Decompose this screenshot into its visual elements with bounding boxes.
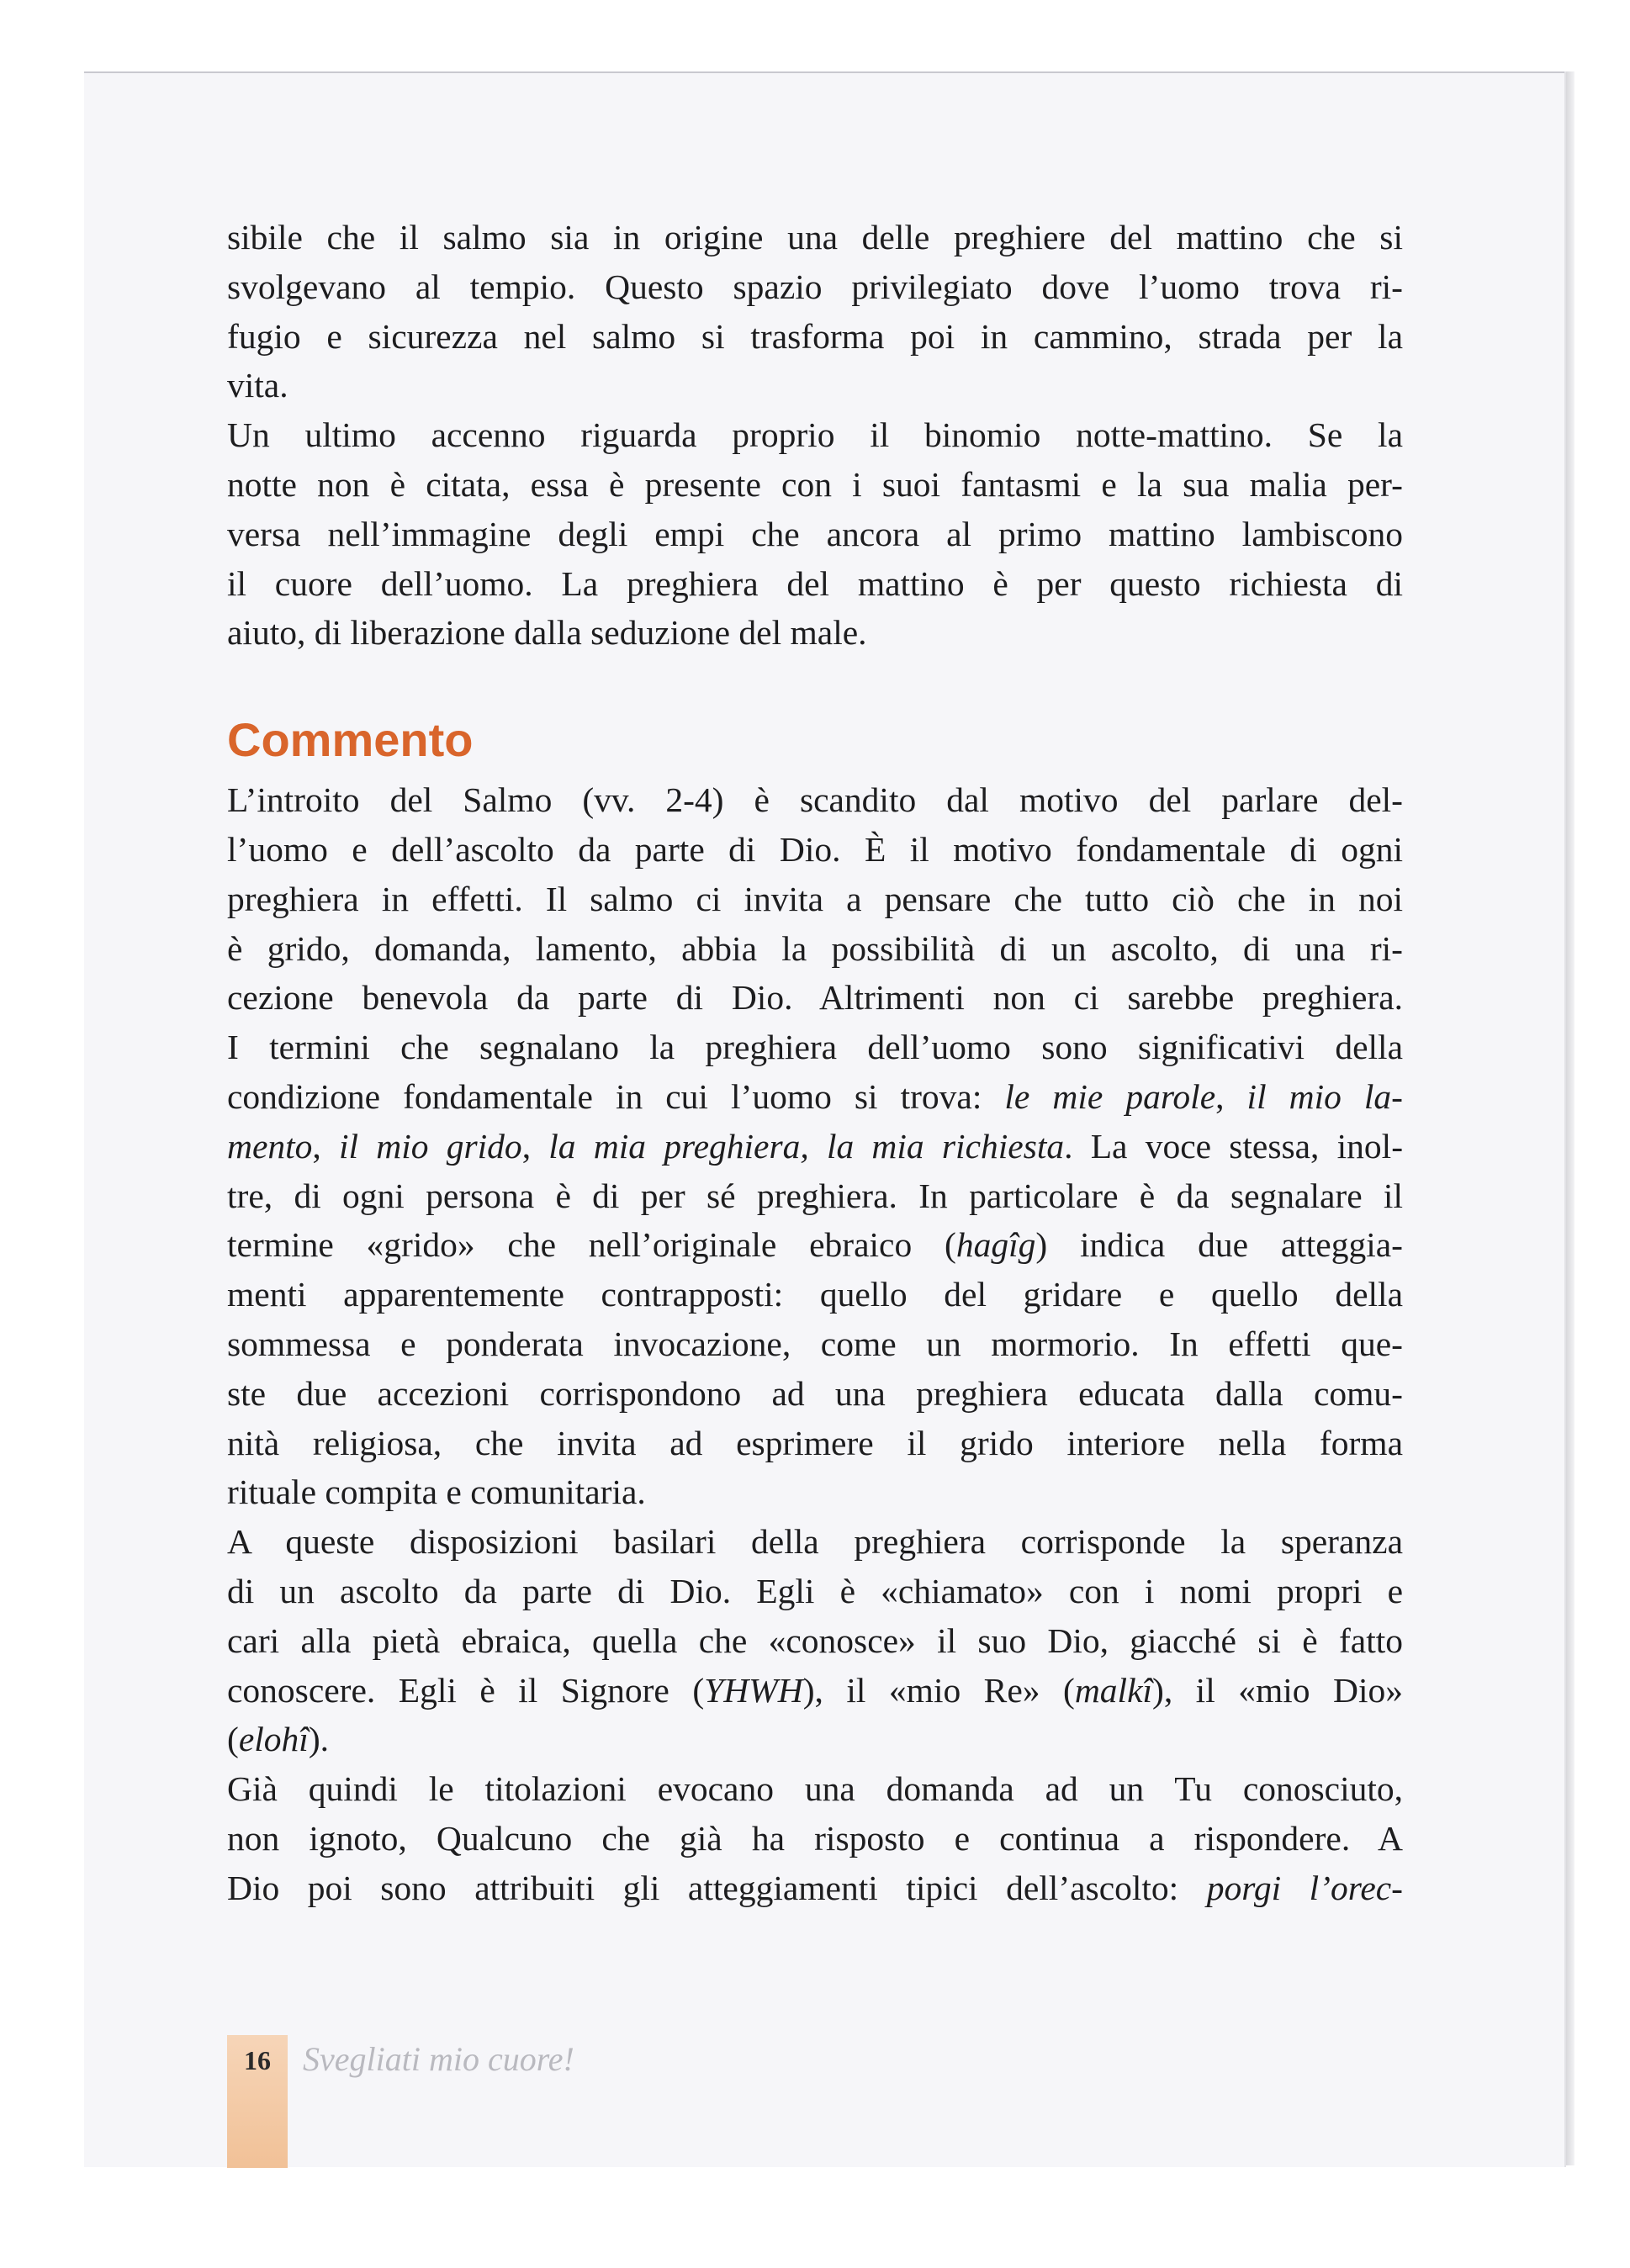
text-span: , <box>521 1126 549 1166</box>
italic-span: la mia preghiera, la mia richiesta <box>548 1126 1065 1166</box>
text-line: Un ultimo accenno riguarda proprio il binomio notte-mattino. Se la <box>227 415 1403 455</box>
text-line: preghiera in effetti. Il salmo ci invita a pensare che tutto ciò che in noi <box>227 879 1403 918</box>
text-line: non ignoto, Qualcuno che già ha risposto e continua a rispondere. A <box>227 1818 1403 1858</box>
page-number: 16 <box>244 2045 271 2075</box>
italic-span: porgi l’orec- <box>1206 1868 1403 1907</box>
text-line: nità religiosa, che invita ad esprimere il grido interiore nella forma <box>227 1423 1403 1462</box>
text-line <box>227 1864 1403 1913</box>
italic-span: malkî <box>1074 1670 1153 1710</box>
text-span: termine «grido» che nell’originale ebraico ( <box>227 1225 956 1265</box>
text-line <box>227 1122 1403 1171</box>
text-line: A queste disposizioni basilari della preghiera corrisponde la speranza <box>227 1522 1403 1562</box>
running-title: Svegliati mio cuore! <box>303 2040 574 2078</box>
text-line: ste due accezioni corrispondono ad una preghiera educata dalla comu- <box>227 1373 1403 1413</box>
text-line: svolgevano al tempio. Questo spazio privilegiato dove l’uomo trova ri- <box>227 267 1403 306</box>
text-line: tre, di ogni persona è di per sé preghiera. In particolare è da segnalare il <box>227 1176 1403 1215</box>
text-line <box>227 1220 1403 1270</box>
text-line: versa nell’immagine degli empi che ancora al primo mattino lambiscono <box>227 514 1403 553</box>
text-line: menti apparentemente contrapposti: quello del gridare e quello della <box>227 1275 1403 1314</box>
text-line <box>227 1666 1403 1716</box>
text-line: vita. <box>227 366 288 405</box>
page-edge <box>1566 71 1574 2165</box>
italic-span: il mio grido <box>339 1126 522 1166</box>
text-line <box>227 1715 1403 1764</box>
text-span: Dio poi sono attribuiti gli atteggiamenti tipici dell’ascolto: <box>227 1868 1207 1907</box>
text-line: L’introito del Salmo (vv. 2-4) è scandito dal motivo del parlare del- <box>227 780 1403 820</box>
text-line: il cuore dell’uomo. La preghiera del mattino è per questo richiesta di <box>227 563 1403 603</box>
text-span: conoscere. Egli è il Signore ( <box>227 1670 705 1710</box>
italic-span: le mie parole <box>1004 1076 1216 1116</box>
text-span: , <box>312 1126 340 1166</box>
text-line: sommessa e ponderata invocazione, come un mormorio. In effetti que- <box>227 1324 1403 1363</box>
text-line: cari alla pietà ebraica, quella che «conosce» il suo Dio, giacché si è fatto <box>227 1620 1403 1660</box>
italic-span: YHWH <box>704 1670 803 1710</box>
italic-span: mento <box>227 1126 313 1166</box>
text-line: rituale compita e comunitaria. <box>227 1472 646 1512</box>
text-line: cezione benevola da parte di Dio. Altrimenti non ci sarebbe preghiera. <box>227 978 1403 1018</box>
text-line: di un ascolto da parte di Dio. Egli è «chiamato» con i nomi propri e <box>227 1571 1403 1610</box>
main-text <box>227 213 1403 1913</box>
italic-span: hagîg <box>955 1225 1036 1265</box>
text-span: condizione fondamentale in cui l’uomo si trova: <box>227 1076 1005 1116</box>
text-line: fugio e sicurezza nel salmo si trasforma poi in cammino, strada per la <box>227 316 1403 356</box>
text-line: I termini che segnalano la preghiera dell’uomo sono significativi della <box>227 1028 1403 1067</box>
text-line: è grido, domanda, lamento, abbia la possibilità di un ascolto, di una ri- <box>227 928 1403 968</box>
text-line <box>227 1072 1403 1122</box>
text-span: ), il «mio Dio» <box>1152 1670 1403 1710</box>
text-span: . La voce stessa, inol- <box>1064 1126 1404 1166</box>
text-line: sibile che il salmo sia in origine una delle preghiere del mattino che si <box>227 218 1403 256</box>
text-span: ), il «mio Re» ( <box>802 1670 1075 1710</box>
text-span: , <box>1215 1076 1247 1116</box>
text-line: l’uomo e dell’ascolto da parte di Dio. È il motivo fondamentale di ogni <box>227 829 1403 869</box>
italic-span: elohî <box>238 1720 309 1759</box>
italic-span: il mio la- <box>1246 1076 1404 1116</box>
text-line: aiuto, di liberazione dalla seduzione del male. <box>227 613 867 653</box>
text-line: notte non è citata, essa è presente con i suoi fantasmi e la sua malia per- <box>227 464 1403 504</box>
section-heading: Commento <box>227 713 474 767</box>
text-span: ). <box>308 1720 330 1759</box>
text-span: ( <box>227 1720 239 1759</box>
text-span: ) indica due atteggia- <box>1035 1225 1403 1265</box>
text-line: Già quindi le titolazioni evocano una domanda ad un Tu conosciuto, <box>227 1769 1403 1809</box>
